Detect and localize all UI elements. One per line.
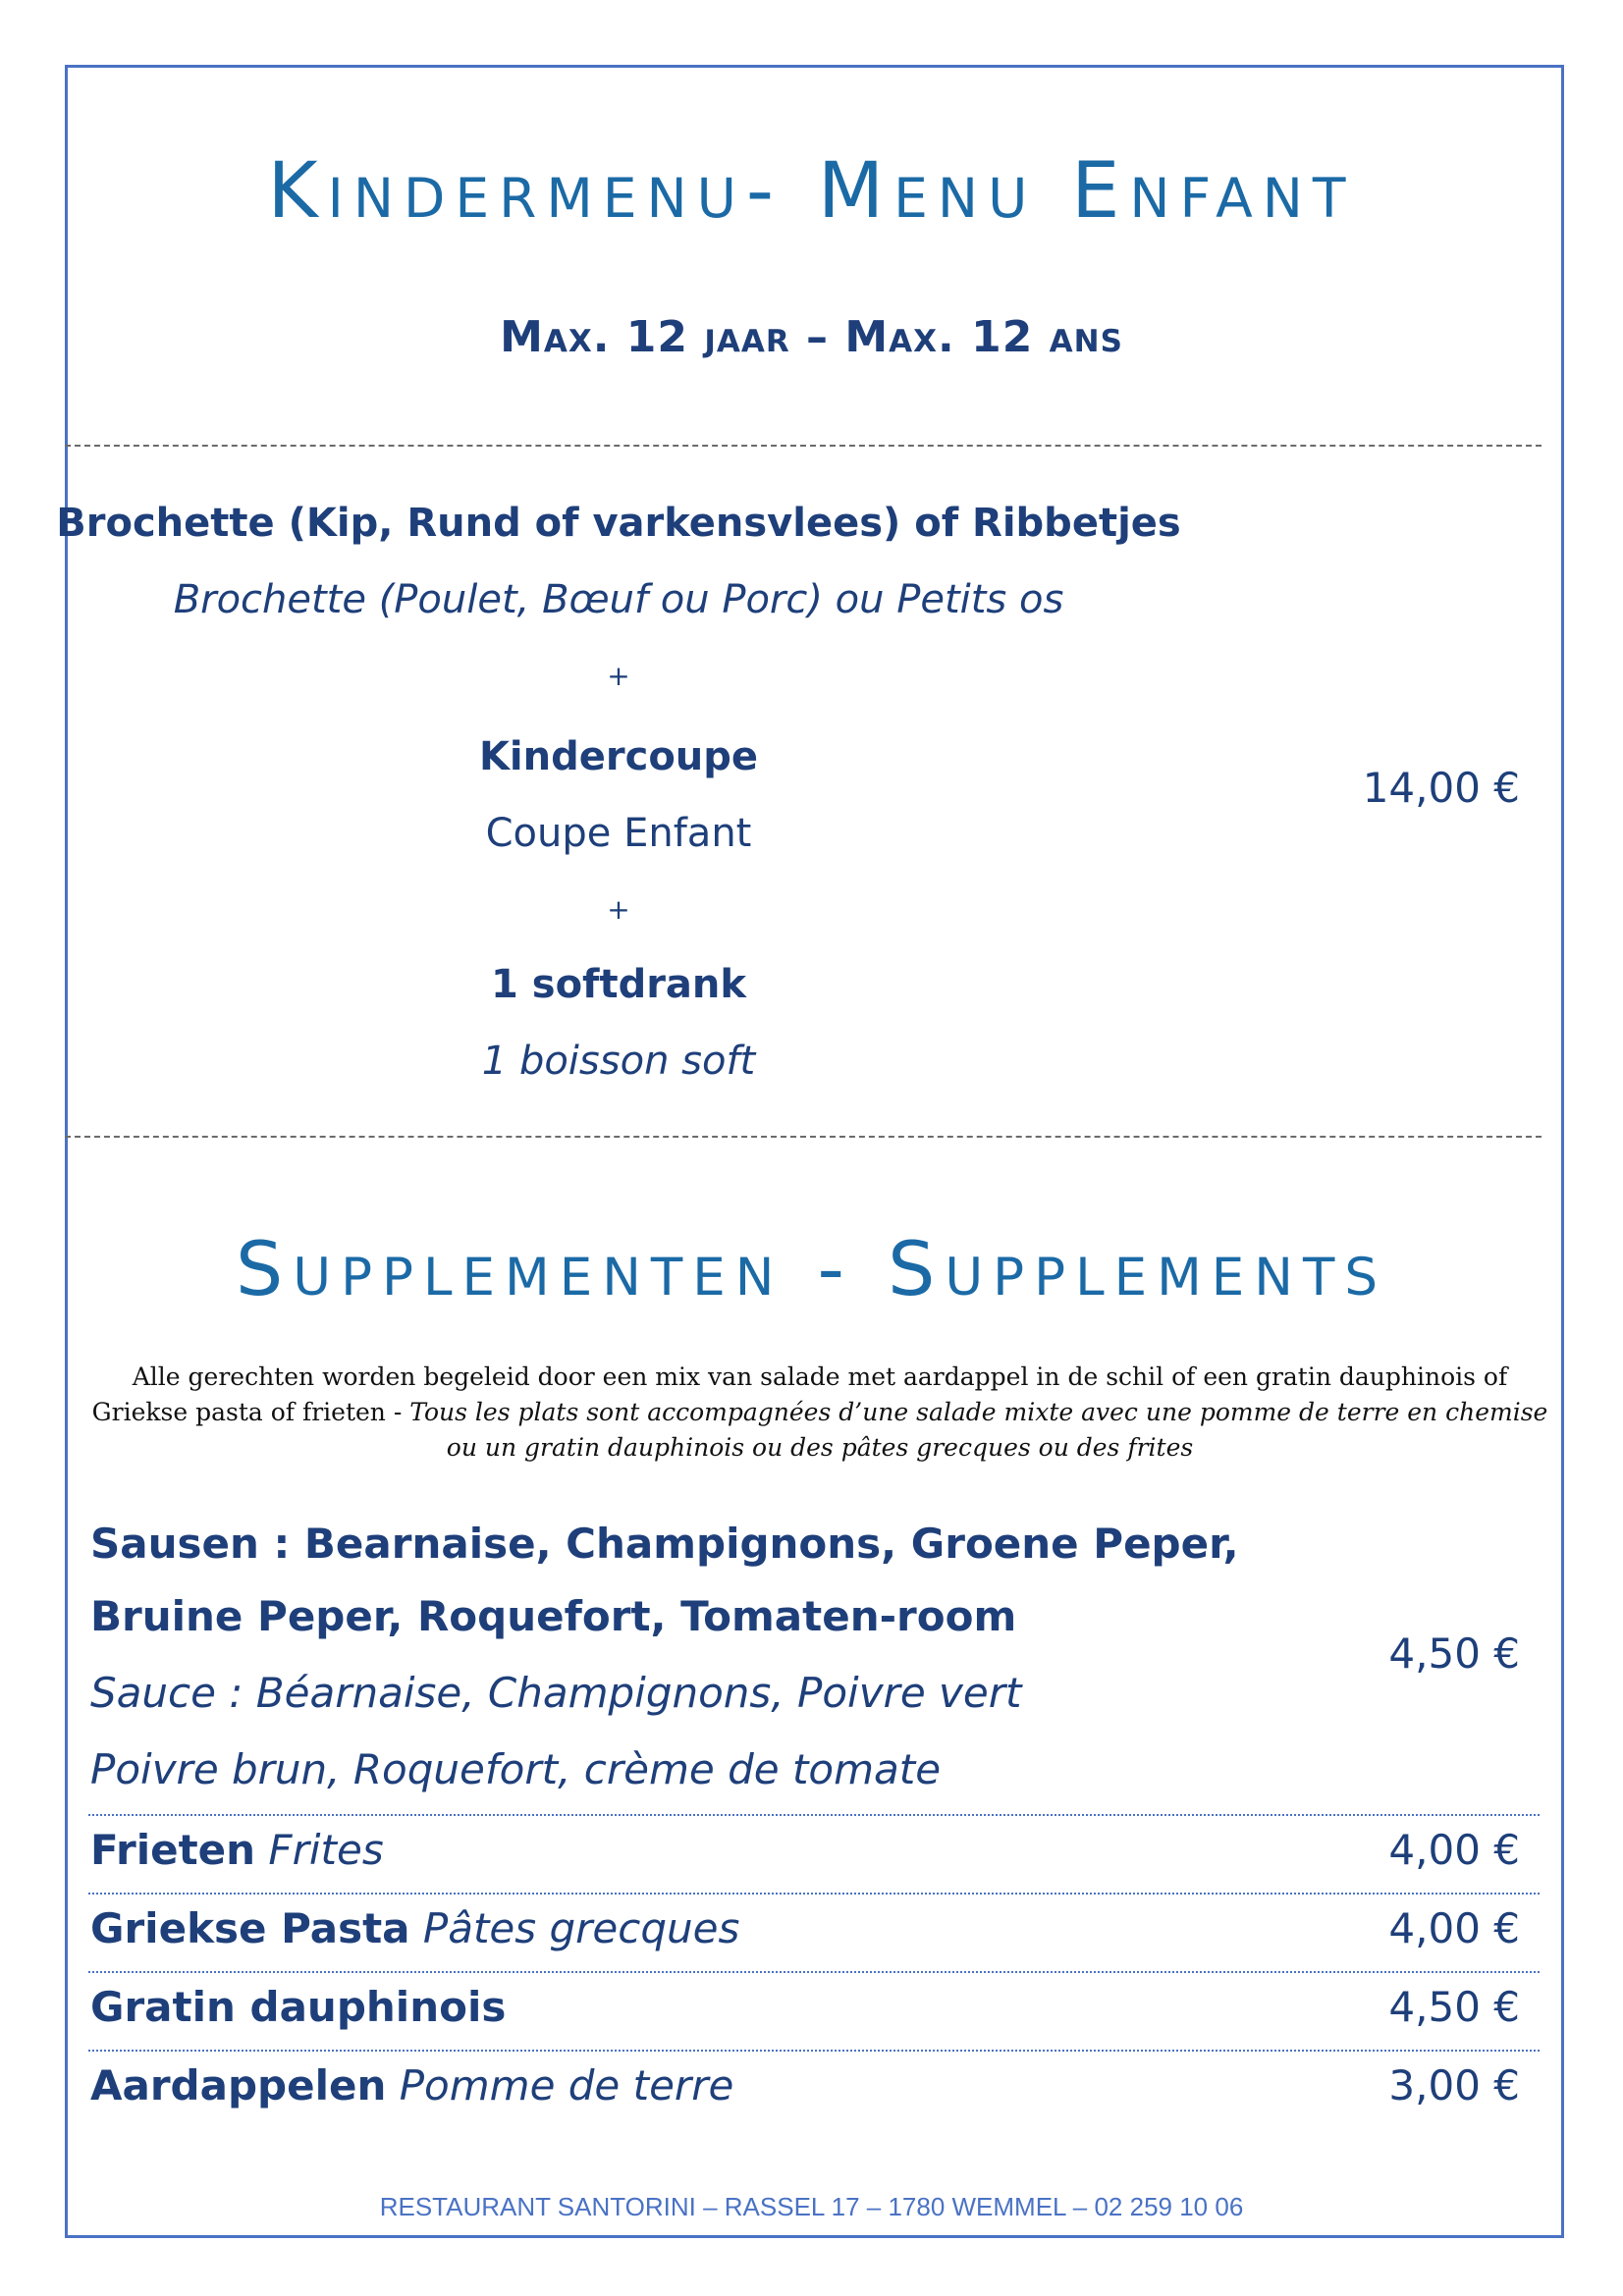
dessert-fr: Coupe Enfant [485,811,752,856]
item-nl: Frieten [90,1826,256,1874]
plus-sign: + [607,660,630,692]
section-divider [65,1136,1542,1138]
row-divider [88,2050,1540,2052]
plus-sign: + [607,893,630,926]
row-divider [88,1893,1540,1895]
drink-fr: 1 boisson soft [481,1039,756,1084]
kids-menu-price: 14,00 € [1362,764,1520,812]
kids-menu-title: Kindermenu- Menu Enfant [267,147,1356,236]
main-dish-nl: Brochette (Kip, Rund of varkensvlees) of Ribbetjes [56,501,1181,546]
section-divider [65,445,1542,447]
dessert-nl: Kindercoupe [478,734,759,779]
item-price: 4,50 € [1388,1983,1520,2031]
item-price: 3,00 € [1388,2061,1520,2109]
row-divider [88,1814,1540,1816]
supplements-intro [88,1360,1551,1466]
supplement-row-gratin [90,1983,506,2031]
intro-nl: Alle gerechten worden begeleid door een mix van salade met aardappel in de schil of een gratin dauphinois of Griekse pasta of frieten - [91,1362,1508,1426]
sauces-nl-line2: Bruine Peper, Roquefort, Tomaten-room [90,1592,1017,1640]
supplement-row-fries [90,1826,384,1874]
item-nl: Griekse Pasta [90,1904,410,1952]
supplement-row-greek-pasta [90,1904,739,1952]
sauces-nl-line1: Sausen : Bearnaise, Champignons, Groene Peper, [90,1520,1239,1568]
row-divider [88,1971,1540,1973]
item-fr: Pâtes grecques [422,1904,740,1952]
item-fr: Frites [268,1826,384,1874]
drink-nl: 1 softdrank [491,962,746,1007]
intro-fr: Tous les plats sont accompagnées d’une salade mixte avec une pomme de terre en chemise ou un gratin dauphinois ou des pâtes grecques ou des frites [409,1398,1548,1462]
supplement-row-potatoes [90,2061,733,2109]
item-price: 4,00 € [1388,1826,1520,1874]
item-nl: Aardappelen [90,2061,387,2109]
restaurant-footer: RESTAURANT SANTORINI – RASSEL 17 – 1780 WEMMEL – 02 259 10 06 [379,2192,1244,2221]
item-fr: Pomme de terre [399,2061,734,2109]
main-dish-fr: Brochette (Poulet, Bœuf ou Porc) ou Petits os [173,577,1064,622]
age-limit-subtitle: Max. 12 jaar – Max. 12 ans [500,312,1123,362]
item-price: 4,00 € [1388,1904,1520,1952]
sauces-fr-line2: Poivre brun, Roquefort, crème de tomate [90,1745,942,1793]
sauces-price: 4,50 € [1388,1629,1520,1678]
item-nl: Gratin dauphinois [90,1983,507,2031]
sauces-fr-line1: Sauce : Béarnaise, Champignons, Poivre vert [90,1669,1022,1717]
supplements-title: Supplementen - Supplements [236,1225,1387,1312]
